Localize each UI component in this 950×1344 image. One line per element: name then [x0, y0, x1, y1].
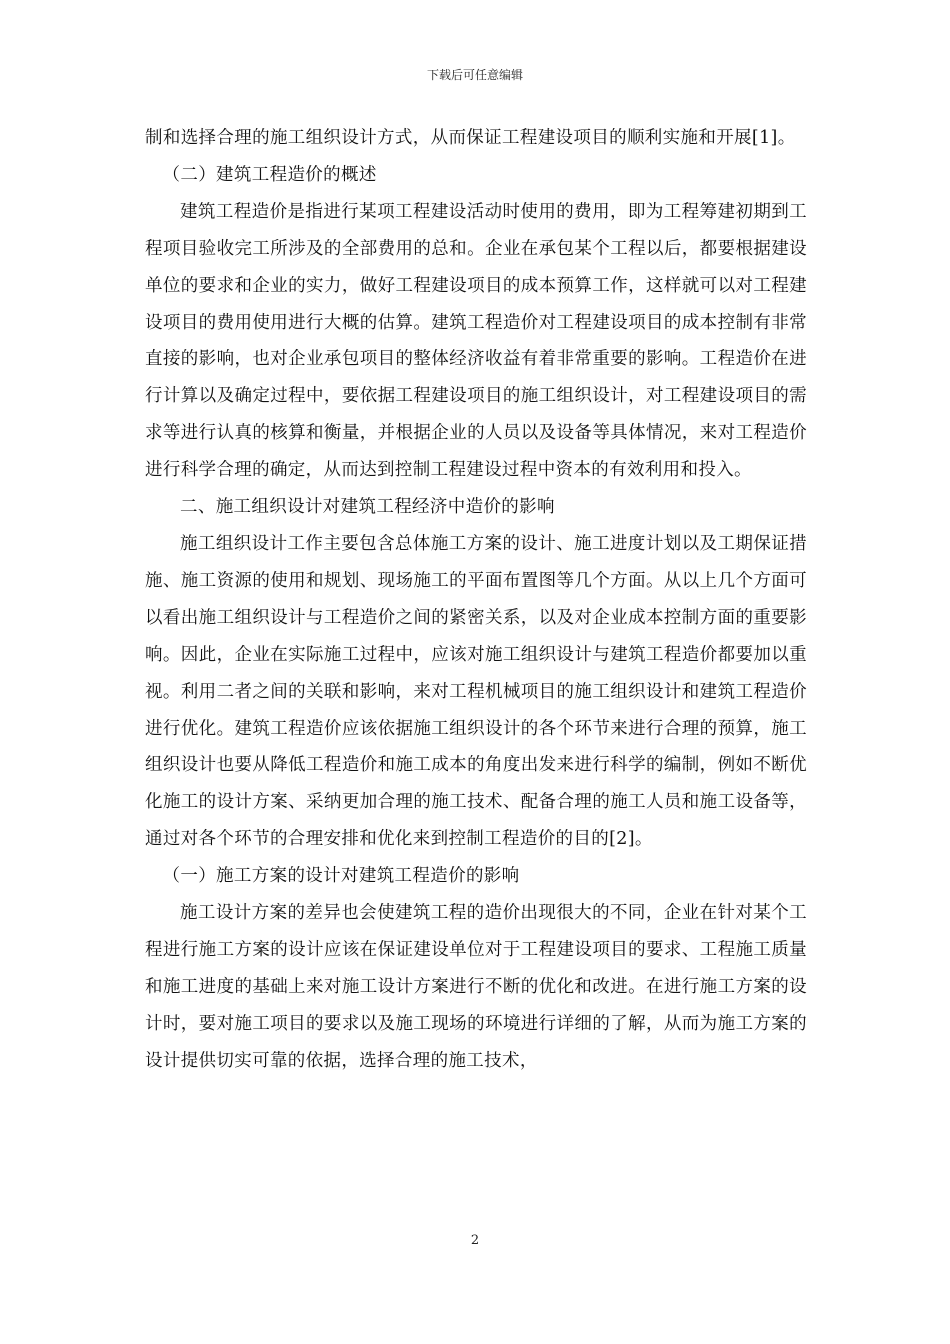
section-heading-2: （二）建筑工程造价的概述: [162, 164, 377, 185]
paragraph: 建筑工程造价是指进行某项工程建设活动时使用的费用，即为工程筹建初期到工程项目验收完工所涉及的全部费用的总和。企业在承包某个工程以后，都要根据建设单位的要求和企业的实力，做好工程建设项目的成本预算工作，这样就可以对工程建设项目的费用使用进行大概的估算。建筑工程造价对工程建设项目的成本控制有非常直接的影响，也对企业承包项目的整体经济收益有着非常重要的影响。工程造价在进行计算以及确定过程中，要依据工程建设项目的施工组织设计，对工程建设项目的需求等进行认真的核算和衡量，并根据企业的人员以及设备等具体情况，来对工程造价进行科学合理的确定，从而达到控制工程建设过程中资本的有效利用和投入。: [145, 201, 807, 481]
paragraph: 施工组织设计工作主要包含总体施工方案的设计、施工进度计划以及工期保证措施、施工资源的使用和规划、现场施工的平面布置图等几个方面。从以上几个方面可以看出施工组织设计与工程造价之间的紧密关系，以及对企业成本控制方面的重要影响。因此，企业在实际施工过程中，应该对施工组织设计与建筑工程造价都要加以重视。利用二者之间的关联和影响，来对工程机械项目的施工组织设计和建筑工程造价进行优化。建筑工程造价应该依据施工组织设计的各个环节来进行合理的预算，施工组织设计也要从降低工程造价和施工成本的角度出发来进行科学的编制，例如不断优化施工的设计方案、采纳更加合理的施工技术、配备合理的施工人员和施工设备等，通过对各个环节的合理安排和优化来到控制工程造价的目的[2]。: [145, 533, 807, 850]
section-heading-1: （一）施工方案的设计对建筑工程造价的影响: [162, 866, 520, 887]
page-header: 下载后可任意编辑: [426, 68, 523, 82]
body-text: [145, 120, 807, 1080]
section-heading-main: 二、施工组织设计对建筑工程经济中造价的影响: [180, 497, 555, 518]
paragraph-continuation: 制和选择合理的施工组织设计方式，从而保证工程建设项目的顺利实施和开展[1]。: [145, 128, 796, 148]
paragraph: 施工设计方案的差异也会使建筑工程的造价出现很大的不同，企业在针对某个工程进行施工方案的设计应该在保证建设单位对于工程建设项目的要求、工程施工质量和施工进度的基础上来对施工设计方案进行不断的优化和改进。在进行施工方案的设计时，要对施工项目的要求以及施工现场的环境进行详细的了解，从而为施工方案的设计提供切实可靠的依据，选择合理的施工技术，: [145, 903, 807, 1071]
page-number: 2: [470, 1233, 480, 1248]
